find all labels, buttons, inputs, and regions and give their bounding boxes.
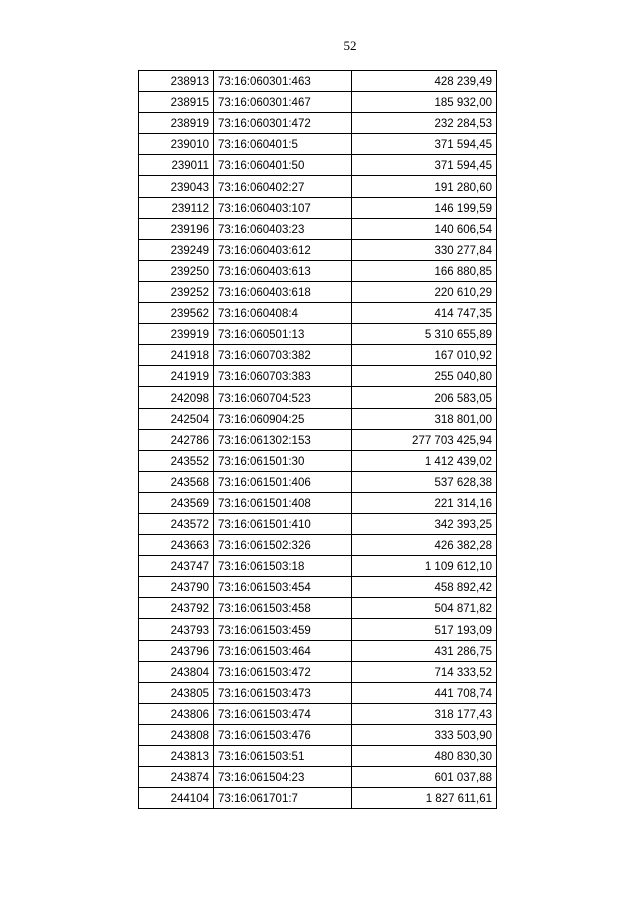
value-cell: 220 610,29 [352,281,497,302]
record-number-cell: 243804 [139,661,214,682]
table-row [139,303,497,324]
cadastral-number-cell: 73:16:060403:612 [214,239,352,260]
cadastral-number-cell: 73:16:061501:410 [214,513,352,534]
value-cell: 255 040,80 [352,366,497,387]
table-row [139,92,497,113]
value-cell: 221 314,16 [352,492,497,513]
table-body [139,71,497,809]
cadastre-table [138,70,497,809]
value-cell: 167 010,92 [352,345,497,366]
table-row [139,155,497,176]
value-cell: 166 880,85 [352,260,497,281]
record-number-cell: 239010 [139,134,214,155]
table-row [139,513,497,534]
table-row [139,535,497,556]
table-row [139,113,497,134]
table-row [139,134,497,155]
record-number-cell: 239250 [139,260,214,281]
value-cell: 140 606,54 [352,218,497,239]
cadastral-number-cell: 73:16:061503:454 [214,577,352,598]
value-cell: 232 284,53 [352,113,497,134]
record-number-cell: 243552 [139,450,214,471]
value-cell: 426 382,28 [352,535,497,556]
record-number-cell: 243813 [139,746,214,767]
record-number-cell: 239011 [139,155,214,176]
table-row [139,661,497,682]
cadastral-number-cell: 73:16:061503:472 [214,661,352,682]
value-cell: 185 932,00 [352,92,497,113]
record-number-cell: 243792 [139,598,214,619]
record-number-cell: 239919 [139,324,214,345]
value-cell: 537 628,38 [352,471,497,492]
value-cell: 191 280,60 [352,176,497,197]
cadastral-number-cell: 73:16:061503:474 [214,703,352,724]
table-row [139,746,497,767]
value-cell: 1 109 612,10 [352,556,497,577]
value-cell: 371 594,45 [352,134,497,155]
table-row [139,281,497,302]
record-number-cell: 238913 [139,71,214,92]
record-number-cell: 242786 [139,429,214,450]
table-row [139,260,497,281]
table-row [139,598,497,619]
table-row [139,492,497,513]
table-row [139,387,497,408]
cadastral-number-cell: 73:16:060403:107 [214,197,352,218]
record-number-cell: 239043 [139,176,214,197]
table-row [139,619,497,640]
record-number-cell: 243663 [139,535,214,556]
record-number-cell: 243796 [139,640,214,661]
cadastral-number-cell: 73:16:061501:406 [214,471,352,492]
record-number-cell: 238919 [139,113,214,134]
cadastral-number-cell: 73:16:061701:7 [214,788,352,809]
value-cell: 318 801,00 [352,408,497,429]
cadastral-number-cell: 73:16:060703:382 [214,345,352,366]
cadastral-number-cell: 73:16:061501:408 [214,492,352,513]
record-number-cell: 238915 [139,92,214,113]
table-row [139,366,497,387]
record-number-cell: 241918 [139,345,214,366]
cadastral-number-cell: 73:16:060401:50 [214,155,352,176]
table-row [139,682,497,703]
table-row [139,324,497,345]
value-cell: 1 827 611,61 [352,788,497,809]
cadastral-number-cell: 73:16:060408:4 [214,303,352,324]
record-number-cell: 239252 [139,281,214,302]
cadastral-number-cell: 73:16:060401:5 [214,134,352,155]
cadastral-number-cell: 73:16:061503:473 [214,682,352,703]
table-row [139,176,497,197]
record-number-cell: 239196 [139,218,214,239]
cadastral-number-cell: 73:16:060703:383 [214,366,352,387]
record-number-cell: 243747 [139,556,214,577]
table-row [139,471,497,492]
cadastral-number-cell: 73:16:060403:618 [214,281,352,302]
cadastral-number-cell: 73:16:060501:13 [214,324,352,345]
table-row [139,71,497,92]
cadastral-number-cell: 73:16:060301:467 [214,92,352,113]
cadastral-number-cell: 73:16:061503:476 [214,724,352,745]
record-number-cell: 242098 [139,387,214,408]
value-cell: 431 286,75 [352,640,497,661]
record-number-cell: 239112 [139,197,214,218]
value-cell: 318 177,43 [352,703,497,724]
value-cell: 428 239,49 [352,71,497,92]
table-row [139,556,497,577]
value-cell: 371 594,45 [352,155,497,176]
value-cell: 441 708,74 [352,682,497,703]
value-cell: 277 703 425,94 [352,429,497,450]
record-number-cell: 244104 [139,788,214,809]
record-number-cell: 243568 [139,471,214,492]
cadastral-number-cell: 73:16:061503:458 [214,598,352,619]
cadastral-number-cell: 73:16:061504:23 [214,767,352,788]
table-row [139,218,497,239]
table-row [139,703,497,724]
cadastral-number-cell: 73:16:060704:523 [214,387,352,408]
value-cell: 458 892,42 [352,577,497,598]
record-number-cell: 243806 [139,703,214,724]
table-row [139,197,497,218]
record-number-cell: 243805 [139,682,214,703]
table-row [139,429,497,450]
cadastral-number-cell: 73:16:060904:25 [214,408,352,429]
table-row [139,408,497,429]
value-cell: 330 277,84 [352,239,497,260]
cadastral-number-cell: 73:16:060402:27 [214,176,352,197]
record-number-cell: 239249 [139,239,214,260]
cadastral-number-cell: 73:16:060403:613 [214,260,352,281]
table-row [139,577,497,598]
table-row [139,239,497,260]
cadastral-number-cell: 73:16:061503:18 [214,556,352,577]
record-number-cell: 243569 [139,492,214,513]
cadastral-number-cell: 73:16:061503:464 [214,640,352,661]
value-cell: 206 583,05 [352,387,497,408]
value-cell: 5 310 655,89 [352,324,497,345]
table-row [139,345,497,366]
cadastral-number-cell: 73:16:060301:463 [214,71,352,92]
table-row [139,450,497,471]
cadastral-number-cell: 73:16:060301:472 [214,113,352,134]
cadastral-number-cell: 73:16:061503:51 [214,746,352,767]
value-cell: 504 871,82 [352,598,497,619]
record-number-cell: 242504 [139,408,214,429]
value-cell: 714 333,52 [352,661,497,682]
record-number-cell: 243793 [139,619,214,640]
value-cell: 146 199,59 [352,197,497,218]
table-row [139,767,497,788]
value-cell: 333 503,90 [352,724,497,745]
value-cell: 1 412 439,02 [352,450,497,471]
cadastral-number-cell: 73:16:061501:30 [214,450,352,471]
record-number-cell: 243808 [139,724,214,745]
table-row [139,724,497,745]
table-row [139,788,497,809]
table-row [139,640,497,661]
value-cell: 342 393,25 [352,513,497,534]
value-cell: 480 830,30 [352,746,497,767]
page-number: 52 [343,38,357,53]
value-cell: 517 193,09 [352,619,497,640]
cadastral-number-cell: 73:16:061502:326 [214,535,352,556]
record-number-cell: 239562 [139,303,214,324]
cadastral-number-cell: 73:16:061302:153 [214,429,352,450]
record-number-cell: 241919 [139,366,214,387]
cadastral-number-cell: 73:16:061503:459 [214,619,352,640]
record-number-cell: 243572 [139,513,214,534]
record-number-cell: 243790 [139,577,214,598]
value-cell: 414 747,35 [352,303,497,324]
cadastral-number-cell: 73:16:060403:23 [214,218,352,239]
value-cell: 601 037,88 [352,767,497,788]
record-number-cell: 243874 [139,767,214,788]
